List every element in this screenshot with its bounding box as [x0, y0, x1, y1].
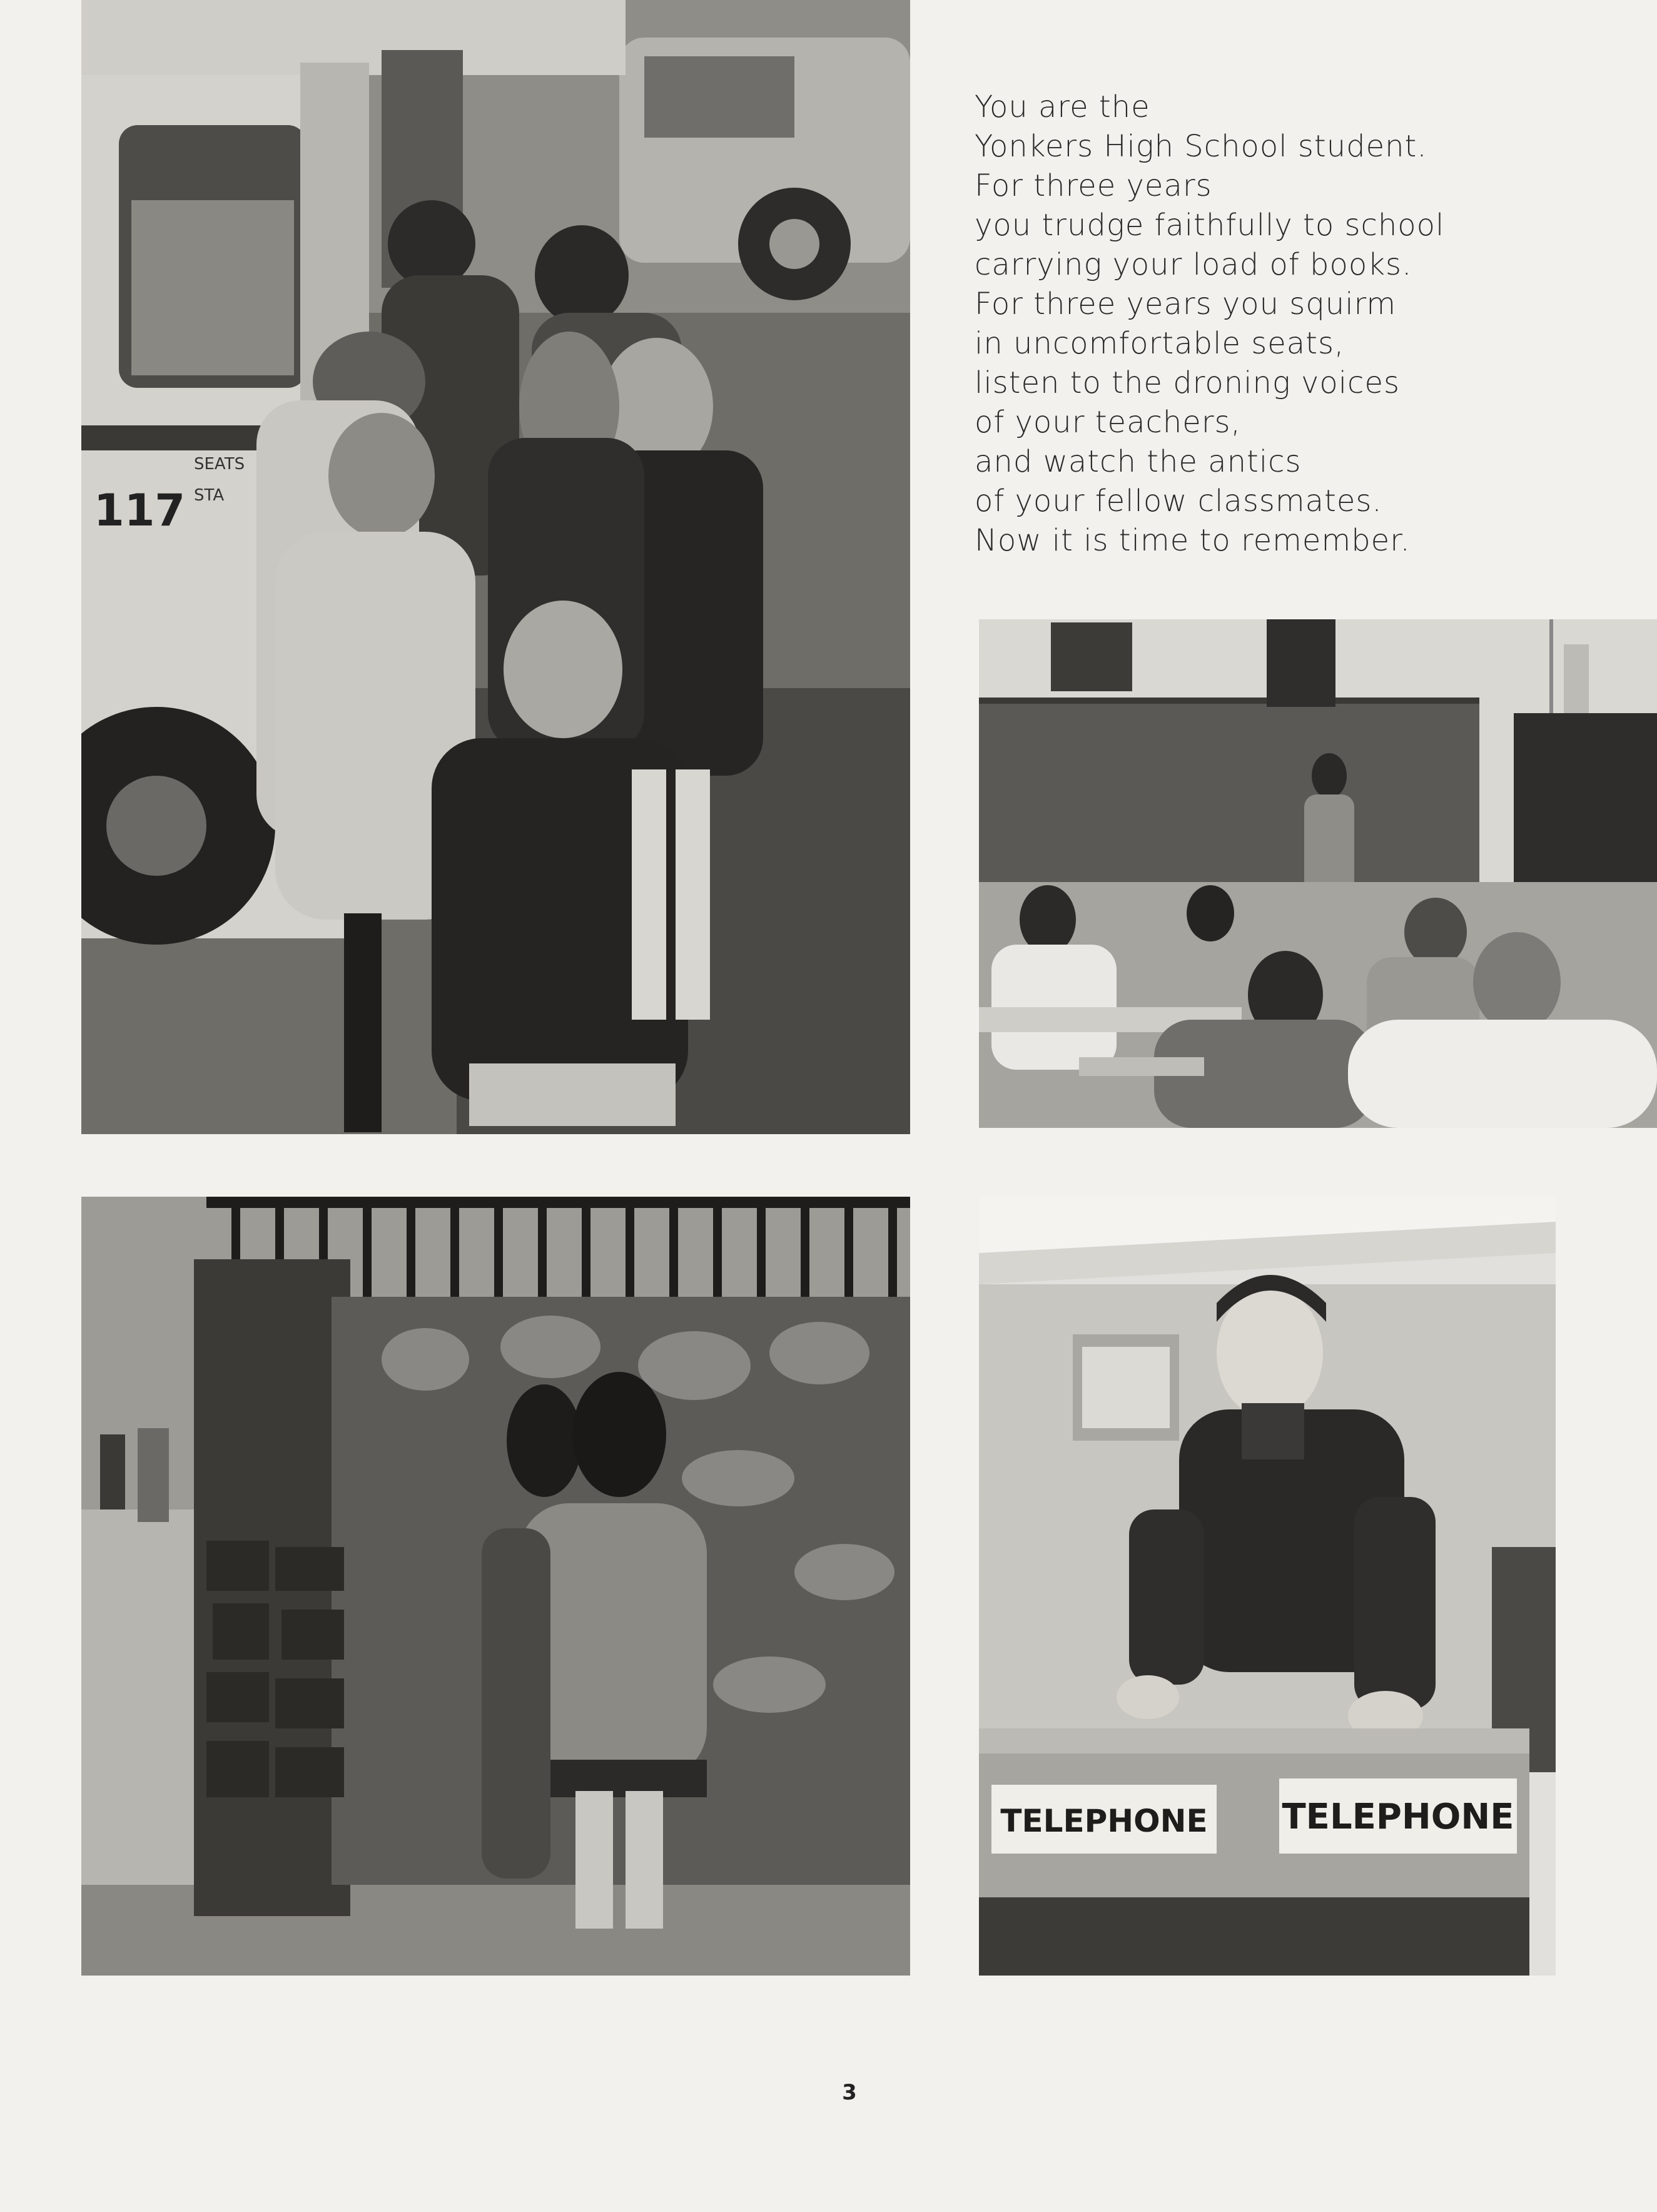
poem-line: Yonkers High School student.	[975, 129, 1427, 164]
photo-student-on-telephone-booth	[979, 1197, 1556, 1976]
poem-line: For three years	[975, 168, 1212, 203]
poem-line: listen to the droning voices	[975, 365, 1400, 400]
bus-number: 117	[94, 485, 186, 536]
poem-line: For three years you squirm	[975, 287, 1397, 322]
poem-line: of your teachers,	[975, 405, 1241, 440]
poem-line: and watch the antics	[975, 444, 1302, 479]
poem-line: in uncomfortable seats,	[975, 326, 1345, 361]
poem-line: carrying your load of books.	[975, 247, 1412, 282]
poem-line: Now it is time to remember.	[975, 523, 1411, 558]
bus-sign-seats: SEATS	[194, 455, 245, 474]
telephone-sign-left: TELEPHONE	[1000, 1803, 1208, 1839]
photo-students-boarding-bus	[81, 0, 910, 1134]
bus-sign-sta: STA	[194, 486, 225, 505]
poem-line: you trudge faithfully to school	[975, 208, 1445, 243]
photo-classroom	[979, 619, 1657, 1128]
poem-text	[975, 88, 1619, 561]
page-number: 3	[842, 2080, 857, 2105]
poem-line: of your fellow classmates.	[975, 484, 1382, 519]
telephone-sign-right: TELEPHONE	[1282, 1797, 1514, 1837]
photo-girls-by-stone-wall	[81, 1197, 910, 1976]
poem-line: You are the	[975, 89, 1150, 124]
